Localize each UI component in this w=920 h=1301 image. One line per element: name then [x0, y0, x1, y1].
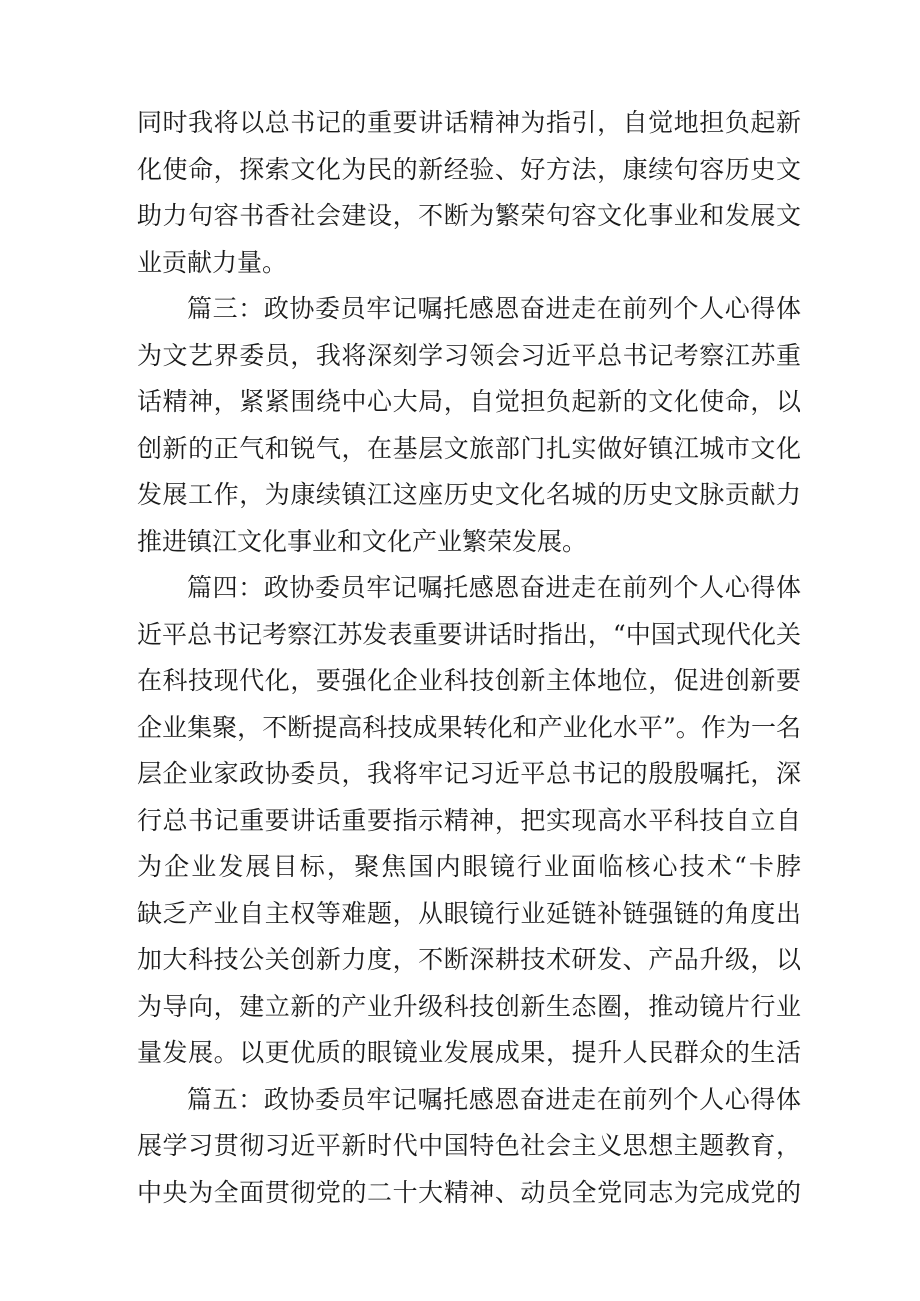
text-line: 在科技现代化，要强化企业科技创新主体地位，促进创新要: [137, 666, 801, 695]
text-line: 展学习贯彻习近平新时代中国特色社会主义思想主题教育，: [137, 1131, 801, 1160]
text-line: 化使命，探索文化为民的新经验、好方法，康续句容历史文: [137, 154, 801, 184]
paragraph-first-line: 篇四：政协委员牢记嘱托感恩奋进走在前列个人心得体: [187, 573, 801, 602]
text-line: 行总书记重要讲话重要指示精神，把实现高水平科技自立自: [137, 805, 801, 835]
paragraph-first-line: 篇三：政协委员牢记嘱托感恩奋进走在前列个人心得体: [187, 294, 801, 323]
text-line: 推进镇江文化事业和文化产业繁荣发展。: [137, 526, 588, 556]
text-line: 加大科技公关创新力度，不断深耕技术研发、产品升级，以: [137, 945, 801, 974]
text-line: 创新的正气和锐气，在基层文旅部门扎实做好镇江城市文化: [137, 433, 801, 463]
text-line: 发展工作，为康续镇江这座历史文化名城的历史文脉贡献力: [137, 480, 801, 509]
text-line: 缺乏产业自主权等难题，从眼镜行业延链补链强链的角度出: [137, 898, 801, 928]
text-line: 为企业发展目标，聚焦国内眼镜行业面临核心技术“卡脖: [137, 852, 801, 881]
text-line: 量发展。以更优质的眼镜业发展成果，提升人民群众的生活: [137, 1038, 801, 1067]
body-text: [137, 100, 801, 1216]
text-line: 企业集聚，不断提高科技成果转化和产业化水平”。作为一名: [137, 712, 801, 742]
text-line: 话精神，紧紧围绕中心大局，自觉担负起新的文化使命，以: [137, 387, 801, 416]
paragraph-first-line: 篇五：政协委员牢记嘱托感恩奋进走在前列个人心得体: [187, 1084, 801, 1114]
text-line: 为导向，建立新的产业升级科技创新生态圈，推动镜片行业: [137, 991, 801, 1021]
text-line: 中央为全面贯彻党的二十大精神、动员全党同志为完成党的: [137, 1177, 801, 1207]
text-line: 助力句容书香社会建设，不断为繁荣句容文化事业和发展文: [137, 201, 801, 230]
text-line: 业贡献力量。: [137, 247, 288, 277]
text-line: 近平总书记考察江苏发表重要讲话时指出，“中国式现代化关: [137, 619, 801, 649]
text-line: 层企业家政协委员，我将牢记习近平总书记的殷殷嘱托，深: [137, 759, 801, 788]
text-line: 同时我将以总书记的重要讲话精神为指引，自觉地担负起新: [137, 108, 801, 137]
text-line: 为文艺界委员，我将深刻学习领会习近平总书记考察江苏重: [137, 340, 801, 370]
